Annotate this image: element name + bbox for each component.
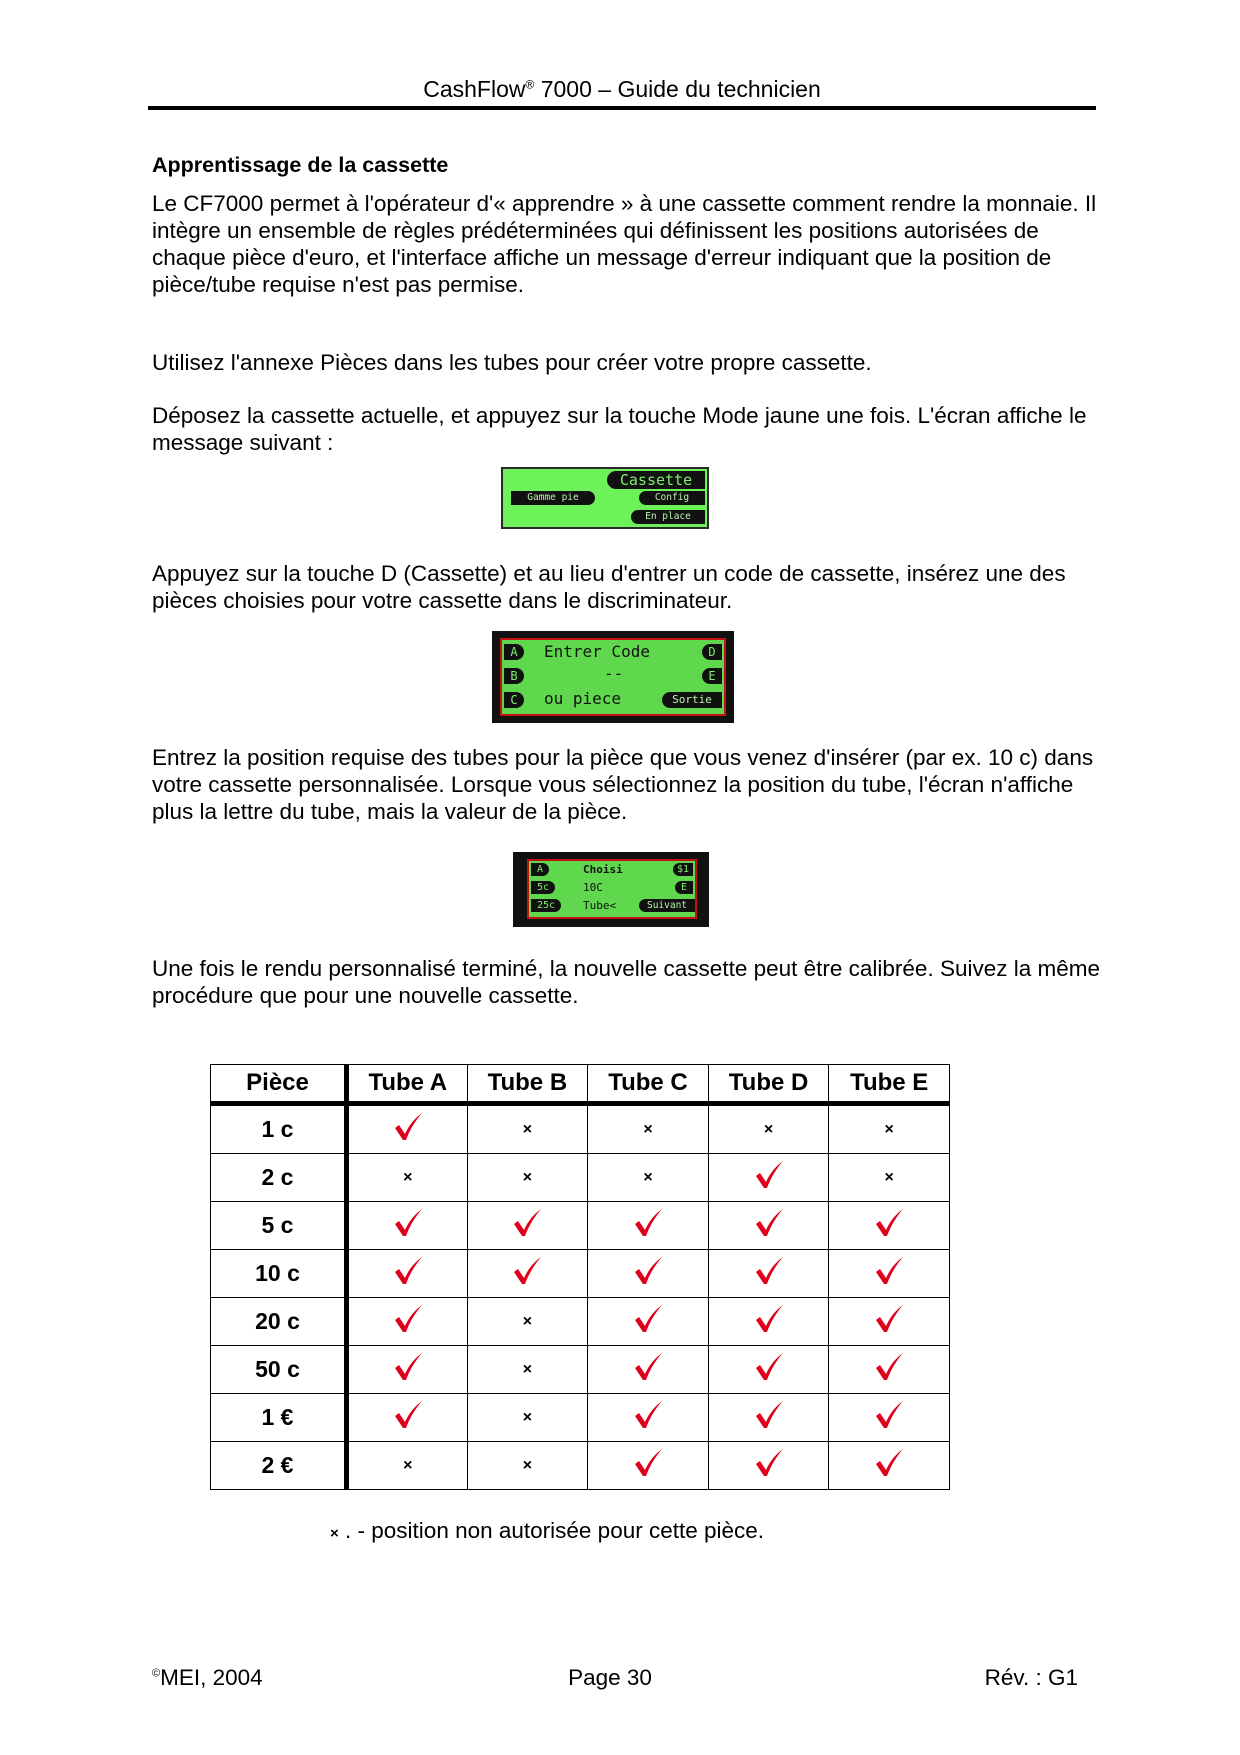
checkmark-icon: [873, 1400, 905, 1430]
coin-tube-table: [210, 1064, 950, 1490]
lcd-left-label: Gamme pie: [527, 492, 579, 503]
allowed-cell: [708, 1394, 829, 1442]
checkmark-icon: [873, 1448, 905, 1478]
not-allowed-cell: [467, 1346, 588, 1394]
cross-icon: ×: [403, 1168, 413, 1186]
cross-icon: ×: [643, 1120, 653, 1138]
coin-label: 5 c: [211, 1202, 347, 1250]
allowed-cell: [829, 1442, 950, 1490]
allowed-cell: [347, 1250, 468, 1298]
legend-text: . - position non autorisée pour cette pièce.: [345, 1518, 765, 1543]
allowed-cell: [708, 1154, 829, 1202]
allowed-cell: [347, 1394, 468, 1442]
allowed-cell: [467, 1202, 588, 1250]
column-header-coin: Pièce: [211, 1065, 347, 1104]
header-brand: CashFlow: [423, 76, 526, 102]
cross-icon: ×: [403, 1456, 413, 1474]
section-title: Apprentissage de la cassette: [152, 153, 449, 177]
page-header: [148, 76, 1096, 103]
checkmark-icon: [392, 1304, 424, 1334]
registered-mark: ®: [525, 77, 535, 92]
column-header-tube-c: Tube C: [588, 1065, 709, 1104]
allowed-cell: [829, 1298, 950, 1346]
checkmark-icon: [632, 1256, 664, 1286]
lcd-key-b: B: [504, 668, 524, 684]
checkmark-icon: [392, 1400, 424, 1430]
table-legend: [330, 1518, 764, 1544]
coin-label: 1 c: [211, 1104, 347, 1154]
lcd-left-tab: [511, 491, 595, 505]
lcd-key-e: E: [702, 668, 722, 684]
lcd-display: [527, 859, 697, 919]
table-row: [211, 1250, 950, 1298]
not-allowed-cell: [467, 1104, 588, 1154]
allowed-cell: [588, 1442, 709, 1490]
not-allowed-cell: [347, 1154, 468, 1202]
allowed-cell: [347, 1346, 468, 1394]
allowed-cell: [467, 1250, 588, 1298]
lcd-line-enter-code: Entrer Code: [544, 642, 650, 661]
allowed-cell: [708, 1298, 829, 1346]
column-header-tube-a: Tube A: [347, 1065, 468, 1104]
checkmark-icon: [873, 1208, 905, 1238]
not-allowed-cell: [829, 1104, 950, 1154]
lcd-key-a: A: [504, 644, 524, 660]
checkmark-icon: [392, 1352, 424, 1382]
coin-label: 50 c: [211, 1346, 347, 1394]
paragraph-tube-position: Entrez la position requise des tubes pour la pièce que vous venez d'insérer (par ex. 10 c) dans votre cassette personnalisée. Lorsque vous sélectionnez la position du tube, l'écran n'affiche plus la lettre du tube, mais la valeur de la pièce.: [152, 745, 1094, 824]
cross-icon: ×: [522, 1360, 533, 1378]
lcd-key-1-dollar: $1: [673, 863, 693, 876]
not-allowed-cell: [588, 1154, 709, 1202]
paragraph-calibration: Une fois le rendu personnalisé terminé, la nouvelle cassette peut être calibrée. Suivez la même procédure que pour une nouvelle cassette.: [152, 956, 1101, 1008]
copyright-mark: ©: [152, 1667, 161, 1680]
lcd-exit-tab: [662, 692, 722, 708]
cross-icon: ×: [884, 1120, 894, 1138]
checkmark-icon: [753, 1400, 785, 1430]
table-row: [211, 1104, 950, 1154]
paragraph-intro: Le CF7000 permet à l'opérateur d'« apprendre » à une cassette comment rendre la monnaie. Il intègre un ensemble de règles prédéterminées qui définissent les positions autorisées de chaque pièce d'euro, et l'interface affiche un message d'erreur indiquant que la position de pièce/tube requise n'est pas permise.: [152, 191, 1097, 297]
not-allowed-cell: [467, 1154, 588, 1202]
table-row: [211, 1442, 950, 1490]
checkmark-icon: [753, 1448, 785, 1478]
allowed-cell: [588, 1298, 709, 1346]
lcd-line-tube: Tube<: [583, 899, 617, 912]
checkmark-icon: [632, 1352, 664, 1382]
lcd-screen-cassette: [501, 467, 709, 529]
checkmark-icon: [511, 1208, 543, 1238]
checkmark-icon: [753, 1304, 785, 1334]
table-row: [211, 1394, 950, 1442]
allowed-cell: [829, 1346, 950, 1394]
table-body: [211, 1104, 950, 1490]
lcd-next-tab: [639, 899, 695, 912]
paragraph-deposit: Déposez la cassette actuelle, et appuyez sur la touche Mode jaune une fois. L'écran affiche le message suivant :: [152, 403, 1087, 455]
column-header-tube-d: Tube D: [708, 1065, 829, 1104]
allowed-cell: [347, 1298, 468, 1346]
checkmark-icon: [511, 1256, 543, 1286]
allowed-cell: [588, 1250, 709, 1298]
coin-label: 10 c: [211, 1250, 347, 1298]
table-row: [211, 1298, 950, 1346]
paragraph-touch-d: Appuyez sur la touche D (Cassette) et au lieu d'entrer un code de cassette, insérez une des pièces choisies pour votre cassette dans le discriminateur.: [152, 561, 1066, 613]
allowed-cell: [829, 1394, 950, 1442]
table-row: [211, 1202, 950, 1250]
allowed-cell: [347, 1104, 468, 1154]
cross-icon: ×: [522, 1408, 533, 1426]
cross-icon: ×: [522, 1456, 533, 1474]
not-allowed-cell: [467, 1442, 588, 1490]
lcd-key-c: C: [504, 692, 524, 708]
allowed-cell: [708, 1250, 829, 1298]
cross-icon: ×: [522, 1120, 533, 1138]
lcd-key-e: E: [675, 881, 693, 894]
allowed-cell: [347, 1202, 468, 1250]
cross-icon: ×: [643, 1168, 653, 1186]
checkmark-icon: [753, 1256, 785, 1286]
table-row: [211, 1346, 950, 1394]
checkmark-icon: [632, 1400, 664, 1430]
footer-revision: Rév. : G1: [984, 1665, 1078, 1690]
lcd-key-5c: 5c: [531, 881, 555, 894]
lcd-title: Cassette: [619, 471, 693, 489]
header-rule: [148, 106, 1096, 110]
checkmark-icon: [753, 1208, 785, 1238]
checkmark-icon: [753, 1352, 785, 1382]
lcd-display: [500, 638, 726, 716]
lcd-key-25c: 25c: [531, 899, 561, 912]
checkmark-icon: [632, 1448, 664, 1478]
lcd-enplace-tab: [631, 510, 705, 524]
lcd-line-value: 10C: [583, 881, 603, 894]
checkmark-icon: [873, 1256, 905, 1286]
allowed-cell: [829, 1250, 950, 1298]
checkmark-icon: [873, 1352, 905, 1382]
allowed-cell: [708, 1202, 829, 1250]
checkmark-icon: [873, 1304, 905, 1334]
column-header-tube-b: Tube B: [467, 1065, 588, 1104]
checkmark-icon: [632, 1304, 664, 1334]
allowed-cell: [708, 1346, 829, 1394]
allowed-cell: [588, 1394, 709, 1442]
allowed-cell: [588, 1346, 709, 1394]
lcd-title-tab: [607, 471, 705, 489]
table-header-row: [211, 1065, 950, 1104]
not-allowed-cell: [588, 1104, 709, 1154]
not-allowed-cell: [467, 1298, 588, 1346]
checkmark-icon: [392, 1112, 424, 1142]
coin-label: 2 €: [211, 1442, 347, 1490]
lcd-line-chosen: Choisi: [583, 863, 623, 876]
lcd-line-dashes: --: [604, 664, 624, 683]
allowed-cell: [829, 1202, 950, 1250]
paragraph-annex: Utilisez l'annexe Pièces dans les tubes pour créer votre propre cassette.: [152, 350, 872, 375]
coin-label: 1 €: [211, 1394, 347, 1442]
checkmark-icon: [392, 1256, 424, 1286]
not-allowed-cell: [467, 1394, 588, 1442]
cross-icon: ×: [522, 1168, 533, 1186]
lcd-enplace-label: En place: [645, 511, 691, 522]
not-allowed-cell: [829, 1154, 950, 1202]
lcd-screen-enter-code: [492, 631, 734, 723]
checkmark-icon: [632, 1208, 664, 1238]
lcd-line-or-coin: ou piece: [544, 689, 622, 708]
checkmark-icon: [753, 1160, 785, 1190]
allowed-cell: [588, 1202, 709, 1250]
lcd-key-a: A: [531, 863, 549, 876]
lcd-exit-label: Sortie: [672, 693, 712, 706]
column-header-tube-e: Tube E: [829, 1065, 950, 1104]
not-allowed-cell: [708, 1104, 829, 1154]
footer-page-number: Page 30: [568, 1665, 652, 1690]
checkmark-icon: [392, 1208, 424, 1238]
not-allowed-cell: [347, 1442, 468, 1490]
lcd-screen-chosen: [513, 852, 709, 927]
table-row: [211, 1154, 950, 1202]
lcd-next-label: Suivant: [646, 900, 688, 911]
header-title: 7000 – Guide du technicien: [534, 76, 821, 102]
coin-label: 20 c: [211, 1298, 347, 1346]
copyright-text: MEI, 2004: [160, 1665, 263, 1690]
cross-icon: ×: [763, 1120, 774, 1138]
lcd-config-label: Config: [654, 492, 690, 503]
lcd-key-d: D: [702, 644, 722, 660]
cross-icon: ×: [330, 1525, 339, 1542]
cross-icon: ×: [522, 1312, 533, 1330]
lcd-config-tab: [639, 491, 705, 505]
cross-icon: ×: [884, 1168, 894, 1186]
allowed-cell: [708, 1442, 829, 1490]
coin-label: 2 c: [211, 1154, 347, 1202]
